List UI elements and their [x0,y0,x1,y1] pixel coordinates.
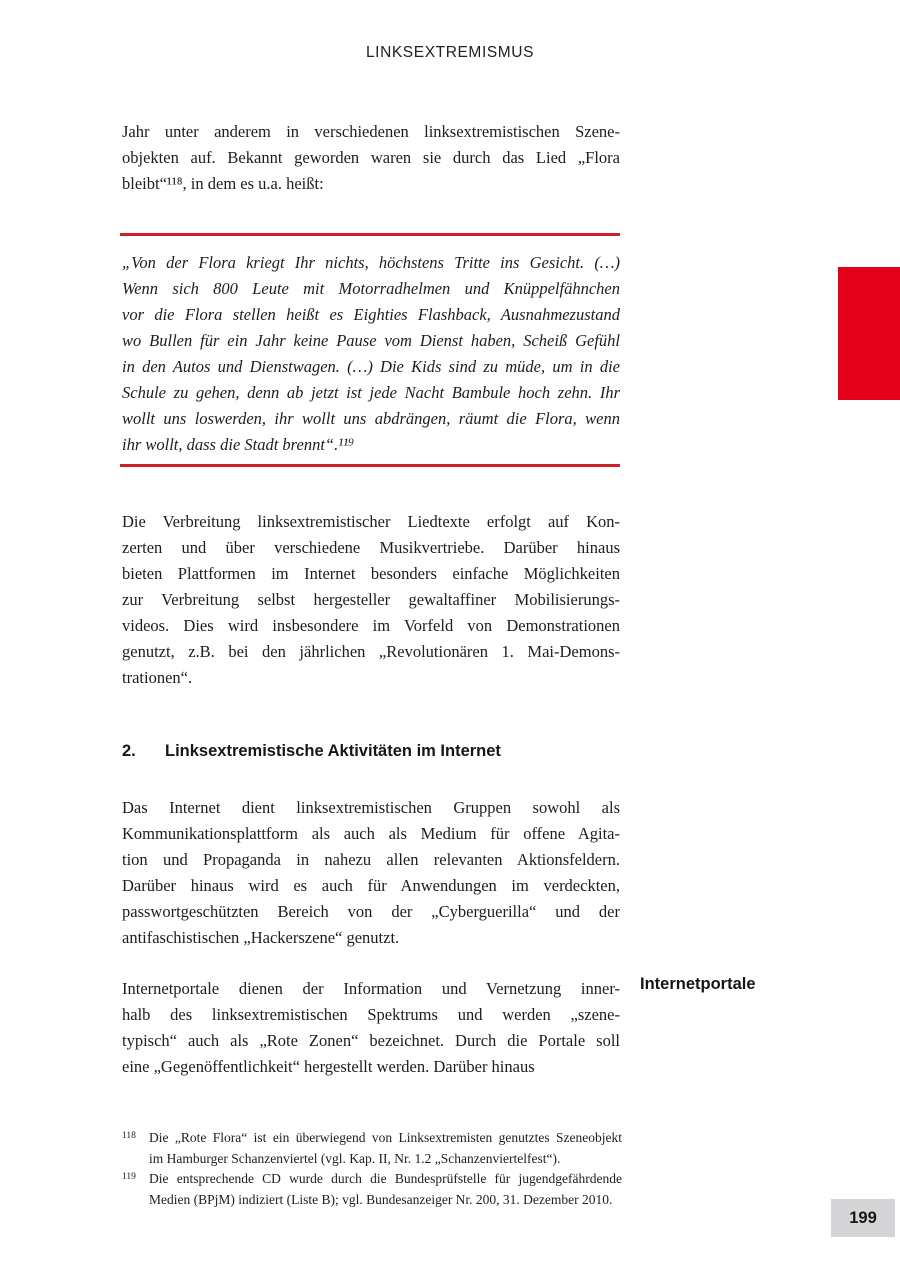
section-heading [122,742,620,761]
footnote-119 [122,1169,622,1210]
footnote-marker: 118 [122,1131,136,1141]
footnote-118 [122,1128,622,1169]
portals-paragraph: Internetportale dienen der Information und Vernetzung inner- halb des linksextremistischen Spektrums und werden „szene- typisch“ auch als „Rote Zonen“ bezeichnet. Durch die Portale soll eine „Gegenöffentlichkeit“ hergestellt werden. Darüber hinaus [122,979,620,1076]
footnote-text: Die entsprechende CD wurde durch die Bundesprüfstelle für jugendgefährdende Medien (BPjM) indiziert (Liste B); vgl. Bundesanzeiger Nr. 200, 31. Dezember 2010. [149,1171,622,1207]
quote-block: „Von der Flora kriegt Ihr nichts, höchstens Tritte ins Gesicht. (…) Wenn sich 800 Leute mit Motorradhelmen und Knüppelfähnchen vor die Flora stellen heißt es Eighties Flashback, Ausnahmezustand wo Bullen für ein Jahr keine Pause vom Dienst haben, Scheiß Gefühl in den Autos und Dienstwagen. (…) Die Kids sind zu müde, um in die Schule zu gehen, denn ab jetzt ist jede Nacht Bambule hoch zehn. Ihr wollt uns loswerden, ihr wollt uns abdrängen, räumt die Flora, wenn ihr wollt, dass die Stadt brennt“.¹¹⁹ [122,253,620,454]
margin-note: Internetportale [640,975,756,993]
page-number-box [831,1199,895,1237]
section-title: Linksextremistische Aktivitäten im Internet [165,742,501,760]
quote-rule-bottom [120,464,620,467]
section-number: 2. [122,742,136,760]
intro-paragraph: Jahr unter anderem in verschiedenen linksextremistischen Szene- objekten auf. Bekannt geworden waren sie durch das Lied „Flora bleibt“¹¹⁸, in dem es u.a. heißt: [122,122,620,193]
internet-paragraph: Das Internet dient linksextremistischen Gruppen sowohl als Kommunikationsplattform als auch als Medium für offene Agita- tion und Propaganda in nahezu allen relevanten Aktionsfeldern. Darüber hinaus wird es auch für Anwendungen im verdeckten, passwortgeschützten Bereich von der „Cyberguerilla“ und der antifaschistischen „Hackerszene“ genutzt. [122,798,620,947]
footnote-text: Die „Rote Flora“ ist ein überwiegend von Linksextremisten genutztes Szeneobjekt im Hamburger Schanzenviertel (vgl. Kap. II, Nr. 1.2 „Schanzenviertelfest“). [149,1130,622,1166]
running-header: LINKSEXTREMISMUS [365,44,535,61]
distribution-paragraph: Die Verbreitung linksextremistischer Liedtexte erfolgt auf Kon- zerten und über verschiedene Musikvertriebe. Darüber hinaus bieten Plattformen im Internet besonders einfache Möglichkeiten zur Verbreitung selbst hergesteller gewaltaffiner Mobilisierungs- videos. Dies wird insbesondere im Vorfeld von Demonstrationen genutzt, z.B. bei den jährlichen „Revolutionären 1. Mai-Demons- trationen“. [122,512,620,687]
quote-rule-top [120,233,620,236]
footnote-marker: 119 [122,1172,136,1182]
page-number: 199 [849,1208,877,1227]
chapter-marker-tab [838,267,900,400]
